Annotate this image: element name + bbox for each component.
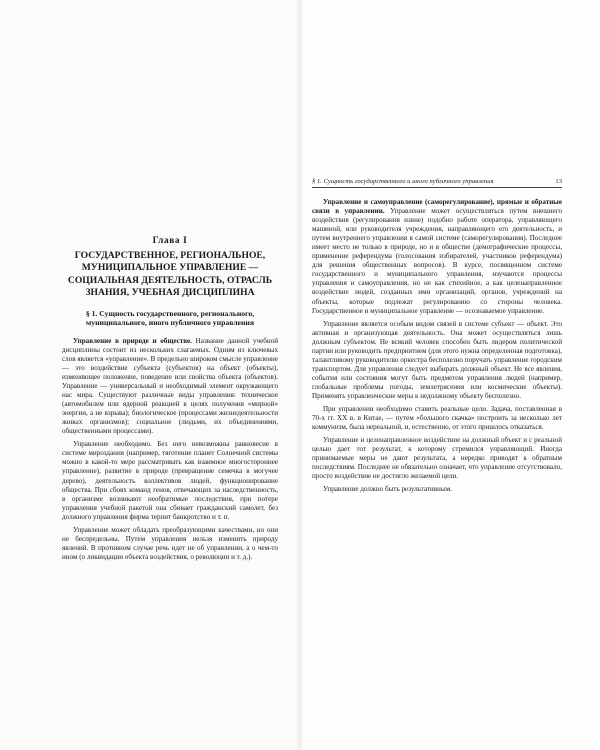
chapter-number: Глава I	[152, 236, 188, 246]
paragraph: Управление может обладать преобразующими качествами, но они не беспредельны. Путем управления нельзя изменить природу явлений. В противном случае речь идет не об управлении, а о чем-то ином (о ликвидации объекта воздействия, о революции и т. д.).	[62, 525, 278, 561]
chapter-title: ГОСУДАРСТВЕННОЕ, РЕГИОНАЛЬНОЕ, МУНИЦИПАЛЬНОЕ УПРАВЛЕНИЕ — СОЦИАЛЬНАЯ ДЕЯТЕЛЬНОСТЬ, ОТРАСЛЬ ЗНАНИЯ, УЧЕБНАЯ ДИСЦИПЛИНА	[67, 250, 273, 299]
page-number: 13	[555, 178, 562, 185]
paragraph: Управление необходимо. Без него невозможны равновесие в системе мироздания (например, тяготение планет Солнечной системы можно в какой-то мере рассматривать как взаимное многостороннее управление), развитие в природе (превращение семечка в могучее дерево), деятельность коллективов людей, функционирование общества. При сбоях команд генов, отвечающих за наследственность, в организме возникают необратимые последствия, при потере управления учебной ракетой она сбивает гражданский самолет, без должного управления фирма терпит банкротство и т. п.	[62, 440, 278, 521]
paragraph: Управление является особым видом связей в системе субъект — объект. Это активная и организующая деятельность. Она может осуществляться лишь должным субъектом. Не всякий человек способен быть лидером политической партии или руководить предприятием (для этого нужна определенная подготовка), талантливому руководителю оркестра бесполезно поручать управление городским транспортом. Для управления следует выбирать должный объект. Не все явления, события или состояния могут быть предметом управления людей (например, глобальные проблемы погоды, землетрясения или космические объекты). Применять управленческие меры к недолжному объекту бесполезно.	[312, 319, 562, 400]
paragraph: Управление должно быть результативным.	[323, 485, 452, 494]
paragraph-runin-heading: Управление в природе и обществе.	[73, 336, 192, 345]
running-header-title: § 1. Сущность государственного и иного публичного управления	[312, 178, 494, 185]
paragraph-text: Управление может осуществляться путем внешнего воздействия (регулирования извне) подобно работе оператора, управляющего машиной, или руководителя учреждения, направляющего его деятельность, и путем внутреннего управления в самой системе (саморегулирования). Последнее имеет место не только в природе, но и в обществе (демографические процессы, применение референдума (голосования избирателей, участников референдума) для решения общественных вопросов). В курсе, посвященном системе государственного и муниципального управления, изучаются процессы управления и самоуправления, но не как стихийное, а как целенаправленное воздействие людей, созданных ими организаций, органов, учреждений на объекты, которые подлежат регулированию со стороны человека. Государственное и муниципальное управление — осознаваемое управление.	[312, 207, 562, 315]
running-header	[312, 178, 562, 188]
left-text-column	[62, 236, 278, 562]
paragraph: При управлении необходимо ставить реальные цели. Задача, поставленная в 70-х гг. XX в. в Китае, — путем «большого скачка» построить за несколько лет коммунизм, была нереальной, и, естественно, от этого пришлось отказаться.	[312, 405, 562, 432]
paragraph-runin-heading: Управление и самоуправление (саморегулирование), прямые и обратные связи в управлении.	[312, 198, 562, 216]
paragraph-text: Название данной учебной дисциплины состоит из нескольких слагаемых. Одним из ключевых слов является «управление». В предельно широком смысле управление — это воздействие субъекта (субъектов) на объект (объекты), изменяющее положение, поведение или свойства объекта (объектов). Управление — универсальный и необходимый элемент окружающего нас мира. Существуют различные виды управления: техническое (автомобилем или ядерной реакцией в целях получения «мирной» энергии, а не взрыва); биологическое (процессами жизнедеятельности живых организмов); социальное (людьми, их объединениями, общественными процессами).	[62, 336, 278, 436]
paragraph: Управление и целенаправленное воздействие на должный объект и с реальной целью дает тот результат, к которому стремился управляющий. Иногда принимаемые меры не дают результата, а нередко приводят к обратным последствиям. Последнее не обязательно означает, что управление отсутствовало, просто воздействие не достигло желаемой цели.	[312, 436, 562, 481]
paragraph	[312, 198, 562, 316]
book-gutter	[296, 0, 304, 750]
section-title: § 1. Сущность государственного, регионального, муниципального, иного публичного управления	[85, 308, 255, 328]
paragraph	[62, 337, 278, 437]
right-text-column	[312, 198, 562, 494]
